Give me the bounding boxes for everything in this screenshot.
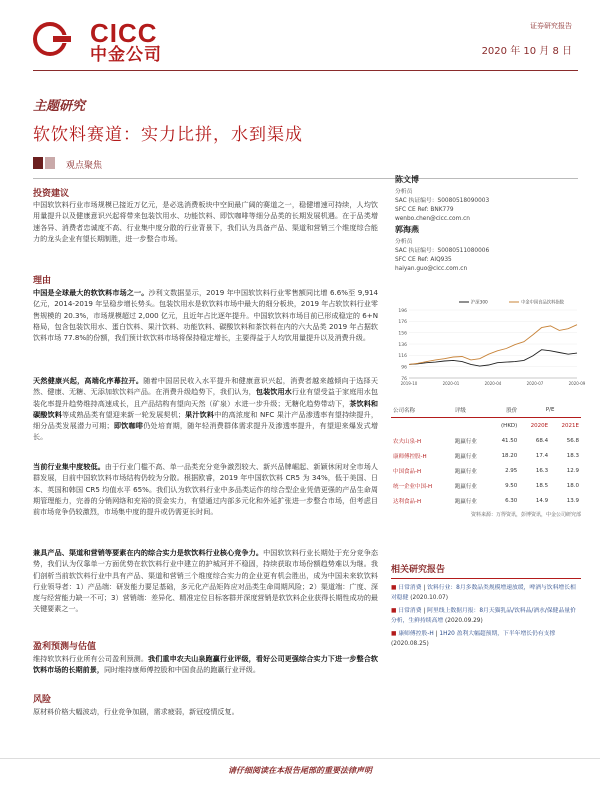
y-tick-label: 196 <box>398 308 407 314</box>
table-cell: 统一企业中国-H <box>393 483 433 490</box>
reason-3-body: 由于行业门槛不高、单一品类充分竞争激烈较大、新兴品牌崛起、新颖休闲对全市场人群发展，目前中国软饮料市场结构仍较为分散。根据欧睿，2019 年中国软饮料 CR5 为 34%，低于美国、日本、英国和韩国 CR5 均值水平 65%。我们认为软饮料行业中多品类运作的综合型企业凭借更强的产品生命周期管理能力，完善的分销网络和充裕的资金实力，有望通过内部多元化和外延扩张进一步整合市场，但考虑目前市场竞争仍较激烈，市场集中度的提升或仍需更长时间。 <box>33 462 379 517</box>
analyst-sac: SAC 执证编号：S0080511080006 <box>395 248 490 254</box>
reason-paragraph-2: 天然健康兴起，高端化序幕拉开。随着中国居民收入水平提升和健康意识兴起，消费者越来越倾向于选择天然、健康、无糖、无添加软饮料产品。在消费升级趋势下，我们认为，包装饮用水行业有望受益于家庭用水包装化率提升趋势维持高速成长，且产品结构有望向天然（矿泉）水进一步升级；无糖化趋势带动下，茶饮料和碳酸饮料等成熟品类有望迎来新一轮发展契机；果汁饮料中的高浓度和 NFC 果汁产品渗透率有望持续提升，细分品类发展潜力可期；即饮咖啡仍处培育期，随年轻消费群体需求提升及渗透率提升，有望迎来爆发式增长。 <box>33 376 379 442</box>
related-report-date: (2020.09.29) <box>445 617 483 624</box>
performance-chart <box>391 296 586 391</box>
risk-heading: 风险 <box>33 695 52 705</box>
col-header: 公司名称 <box>391 402 453 418</box>
x-tick-label: 2020-09 <box>568 381 586 386</box>
table-row <box>391 463 581 478</box>
analyst-sfc: SFC CE Ref: AIQ935 <box>395 257 452 263</box>
reason-paragraph-4 <box>33 547 378 615</box>
y-tick-label: 76 <box>401 376 407 382</box>
bullet-icon: ■ <box>391 585 399 591</box>
x-tick-label: 2020-04 <box>484 381 502 386</box>
table-row <box>391 493 581 508</box>
col-subheader: (HKD) <box>501 422 518 429</box>
table-cell: 14.9 <box>535 497 549 504</box>
related-report-date: (2020.10.07) <box>410 594 448 601</box>
footer-divider <box>0 758 600 759</box>
table-cell: 康师傅控股-H <box>393 453 427 460</box>
series-line-1 <box>409 325 577 365</box>
related-divider <box>391 578 581 579</box>
analyst-sac: SAC 执证编号：S0080518090003 <box>395 198 490 204</box>
bullet-icon: ■ <box>391 608 399 614</box>
related-report-title: 1H20 盈利大幅超预期，下半年增长仍有支撑 <box>439 631 556 637</box>
analyst-block-1 <box>395 174 580 224</box>
reason-4-lead: 兼具产品、渠道和营销等要素在内的综合实力是软饮料行业核心竞争力。 <box>33 548 264 557</box>
analyst-email: haiyan.guo@cicc.com.cn <box>395 266 468 272</box>
logo-text-cn: 中金公司 <box>90 45 162 65</box>
y-tick-label: 116 <box>398 354 407 360</box>
table-cell: 18.5 <box>535 482 549 489</box>
tag-marker-light <box>45 157 55 169</box>
table-cell: 16.3 <box>535 467 549 474</box>
table-cell: 12.9 <box>566 467 579 474</box>
risk-paragraph: 原材料价格大幅波动，行业竞争加剧，需求疲弱，新冠疫情反复。 <box>33 707 239 716</box>
table-row <box>391 478 581 493</box>
reason-heading: 理由 <box>33 276 52 286</box>
analyst-block-2 <box>395 224 580 274</box>
table-source: 资料来源：万得资讯，彭博资讯，中金公司研究部 <box>470 512 581 518</box>
table-cell: 41.50 <box>501 437 518 444</box>
legend-label: 中金中国食品饮料指数 <box>521 300 564 306</box>
related-report-category: 日常消费 <box>398 608 422 614</box>
reason-3-lead: 当前行业集中度较低。 <box>33 462 105 471</box>
related-report-category: 日常消费 <box>398 585 422 591</box>
analyst-role: 分析员 <box>395 239 413 245</box>
tag-marker-dark <box>33 157 43 169</box>
table-cell: 68.4 <box>535 437 549 444</box>
table-cell: 中国食品-H <box>393 468 422 475</box>
comps-table <box>391 402 581 508</box>
table-cell: 跑赢行业 <box>454 483 477 490</box>
table-row <box>391 433 581 448</box>
invest-heading: 投资建议 <box>33 189 70 199</box>
table-cell: 56.8 <box>566 437 579 444</box>
related-report-item[interactable]: ■ 日常消费 | 饮料行业：8月多数品类规模增速放缓，啤酒与饮料增长相对稳健 (2020.10.07) <box>391 585 576 601</box>
table-cell: 农夫山泉-H <box>393 438 422 445</box>
table-cell: 18.3 <box>566 452 579 459</box>
x-tick-label: 2020-01 <box>442 381 460 386</box>
table-cell: 13.9 <box>566 497 579 504</box>
table-row <box>391 448 581 463</box>
related-heading: 相关研究报告 <box>391 565 446 575</box>
legal-footer: 请仔细阅读在本报告尾部的重要法律声明 <box>228 766 372 775</box>
reason-1-lead: 中国是全球最大的软饮料市场之一。 <box>33 288 149 297</box>
analyst-email: wenbo.chen@cicc.com.cn <box>395 216 470 222</box>
document-type: 证券研究报告 <box>530 22 572 30</box>
table-cell: 6.30 <box>505 497 518 504</box>
y-tick-label: 136 <box>398 342 407 348</box>
x-tick-label: 2019-10 <box>400 381 418 386</box>
table-cell: 18.20 <box>501 452 518 459</box>
col-header: 评级 <box>453 402 490 418</box>
report-date: 2020 年 10 月 8 日 <box>481 46 572 57</box>
comps-table-wrap <box>391 402 581 518</box>
table-cell: 17.4 <box>535 452 549 459</box>
related-report-category: 康师傅控股-H <box>398 631 434 637</box>
y-tick-label: 176 <box>398 320 407 326</box>
section-label: 主题研究 <box>33 99 86 114</box>
reason-2-lead: 天然健康兴起，高端化序幕拉开。 <box>33 376 144 385</box>
col-header: 股价 <box>490 402 519 418</box>
legend-label: 沪深300 <box>471 300 488 306</box>
reason-paragraph-1 <box>33 287 378 343</box>
related-report-title: 饮料行业：8月多数品类规模增速放缓，啤酒与饮料增长相对稳健 <box>391 585 576 601</box>
related-list <box>391 584 581 653</box>
col-subheader: 2020E <box>530 422 549 429</box>
report-tag: 观点聚焦 <box>66 161 103 171</box>
table-cell: 跑赢行业 <box>454 453 477 460</box>
table-cell: 跑赢行业 <box>454 498 477 505</box>
report-title: 软饮料赛道：实力比拼，水到渠成 <box>33 125 303 145</box>
header-divider <box>33 70 578 71</box>
analyst-role: 分析员 <box>395 189 413 195</box>
related-report-item[interactable]: ■ 日常消费 | 阿里线上数据月报：8月天猫乳品/饮料品/酒水/保健品量价分析，生鲜持续高增 (2020.09.29) <box>391 608 576 624</box>
analyst-sfc: SFC CE Ref: BNK779 <box>395 207 454 213</box>
invest-paragraph: 中国软饮料行业市场规模已接近万亿元，是必选消费板块中空间最广阔的赛道之一，稳健增速可持续，人均饮用量提升以及健康意识兴起将带来包装饮用水、功能饮料、即饮咖啡等细分品类的长期发展机遇。在于品类增速各异、消费者忠诚度不高、行业集中度分散的行业背景下，我们认为具备产品、渠道和营销三个维度综合能力的龙头企业有望长期制胜，进一步整合市场。 <box>33 200 378 243</box>
table-cell: 达利食品-H <box>393 498 422 505</box>
x-tick-label: 2020-07 <box>526 381 544 386</box>
forecast-heading: 盈利预测与估值 <box>33 642 97 652</box>
analyst-name: 郭海燕 <box>395 225 419 234</box>
y-tick-label: 96 <box>401 365 407 371</box>
table-cell: 18.0 <box>566 482 579 489</box>
reason-1-body: 沙利文数据显示，2019 年中国软饮料行业零售额同比增 6.6%至 9,914 亿元，2014-2019 年呈稳步增长势头。包装饮用水是软饮料市场中最大的细分板块，2019 年占软饮料行业零售规模的 20.3%，市场规模超过 2,000 亿元，且近年占比逐年提升。中国软饮料市场目前已形成稳定的 6+N 格局，包含包装饮用水、蛋白饮料、果汁饮料、功能饮料、碳酸饮料和茶饮料在内的六大品类 2019 年占据软饮料市场 77.8%的份额，我们预计软饮料市场将保持稳定增长，主要得益于人均饮用量提升以及消费升级。 <box>33 288 378 343</box>
reason-4-body: 中国软饮料行业长期处于充分竞争态势，我们认为仅靠单一方面优势在软饮料行业中建立的护城河并不稳固，持续获取市场份额趋势难以为继。我们剖析当前软饮料行业中具有产品、渠道和营销三个维度综合实力的企业更有机会胜出，成为中国未来软饮料行业领导者：1）产品端：研发能力要足基础，多元化产品矩阵应对品类生命周期风险；2）渠道端：广度、深度与经营能力缺一不可；3）营销端：差异化、精准定位目标客群并深度营销是软饮料企业获得长期性成功的最关键要素之一。 <box>33 548 379 614</box>
related-report-title: 阿里线上数据月报：8月天猫乳品/饮料品/酒水/保健品量价分析，生鲜持续高增 <box>391 608 576 624</box>
bullet-icon: ■ <box>391 631 399 637</box>
col-header: P/E <box>519 402 581 418</box>
analyst-name: 陈文博 <box>395 175 419 184</box>
related-report-item[interactable]: ■ 康师傅控股-H | 1H20 盈利大幅超预期，下半年增长仍有支撑 (2020.08.25) <box>391 631 556 647</box>
table-cell: 9.50 <box>505 482 518 489</box>
logo-text-en: CICC <box>90 18 158 48</box>
related-report-date: (2020.08.25) <box>391 640 429 647</box>
forecast-paragraph: 维持软饮料行业所有公司盈利预测。我们重申农夫山泉跑赢行业评级，看好公司更强综合实力下进一步整合软饮料市场的长期前景，同时维持康师傅控股和中国食品的跑赢行业评级。 <box>33 654 378 675</box>
y-tick-label: 156 <box>398 331 407 337</box>
col-subheader: 2021E <box>561 422 579 429</box>
cicc-logo-icon <box>33 22 75 56</box>
reason-paragraph-3 <box>33 461 378 517</box>
table-cell: 跑赢行业 <box>454 468 477 475</box>
table-cell: 2.95 <box>505 467 518 474</box>
table-cell: 跑赢行业 <box>454 438 477 445</box>
